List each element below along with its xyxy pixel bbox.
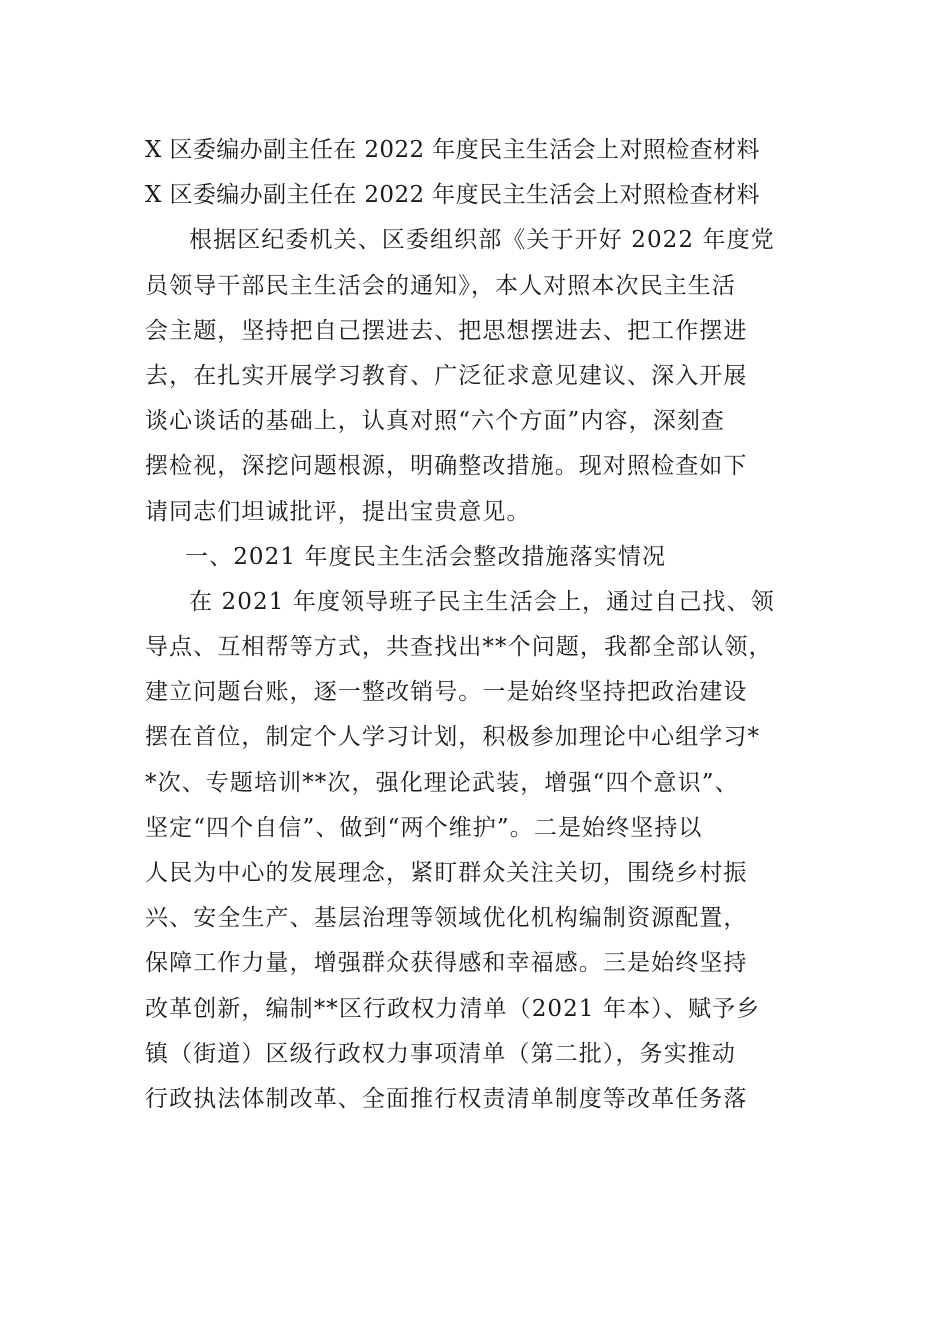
paragraph-line: 建立问题台账，逐一整改销号。一是始终坚持把政治建设: [145, 679, 748, 706]
intro-paragraph: [145, 218, 825, 534]
paragraph-line: 员领导干部民主生活会的通知》，本人对照本次民主生活: [145, 272, 736, 299]
paragraph-line: 保障工作力量，增强群众获得感和幸福感。三是始终坚持: [145, 950, 748, 977]
paragraph-line: 兴、安全生产、基层治理等领域优化机构编制资源配置，: [145, 905, 748, 932]
paragraph-line: 行政执法体制改革、全面推行权责清单制度等改革任务落: [145, 1085, 748, 1112]
paragraph-line: 谈心谈话的基础上，认真对照“六个方面”内容，深刻查: [145, 408, 726, 435]
paragraph-line: 会主题，坚持把自己摆进去、把思想摆进去、把工作摆进: [145, 317, 748, 344]
paragraph-line: 坚定“四个自信”、做到“两个维护”。二是始终坚持以: [145, 814, 703, 841]
paragraph-line: 导点、互相帮等方式，共查找出**个问题，我都全部认领，: [145, 634, 773, 661]
section-paragraph: [145, 580, 825, 1122]
paragraph-line: 改革创新，编制**区行政权力清单（2021 年本）、赋予乡: [145, 995, 761, 1022]
paragraph-line: 请同志们坦诚批评，提出宝贵意见。: [145, 498, 531, 525]
section-heading: 一、2021 年度民主生活会整改措施落实情况: [185, 543, 667, 570]
paragraph-line: 在 2021 年度领导班子民主生活会上，通过自己找、领: [189, 588, 775, 615]
paragraph-line: 镇（街道）区级行政权力事项清单（第二批），务实推动: [145, 1040, 736, 1067]
paragraph-line: *次、专题培训**次，强化理论武装，增强“四个意识”、: [145, 769, 739, 796]
document-title-line-1: X 区委编办副主任在 2022 年度民主生活会上对照检查材料: [145, 137, 760, 163]
document-title-line-2: X 区委编办副主任在 2022 年度民主生活会上对照检查材料: [145, 182, 760, 209]
paragraph-line: 人民为中心的发展理念，紧盯群众关注关切，围绕乡村振: [145, 860, 748, 886]
paragraph-line: 摆检视，深挖问题根源，明确整改措施。现对照检查如下: [145, 453, 748, 480]
paragraph-line: 根据区纪委机关、区委组织部《关于开好 2022 年度党: [189, 227, 775, 254]
document-page: [145, 128, 825, 1122]
paragraph-line: 摆在首位，制定个人学习计划，积极参加理论中心组学习*: [145, 724, 761, 751]
paragraph-line: 去，在扎实开展学习教育、广泛征求意见建议、深入开展: [145, 362, 748, 389]
